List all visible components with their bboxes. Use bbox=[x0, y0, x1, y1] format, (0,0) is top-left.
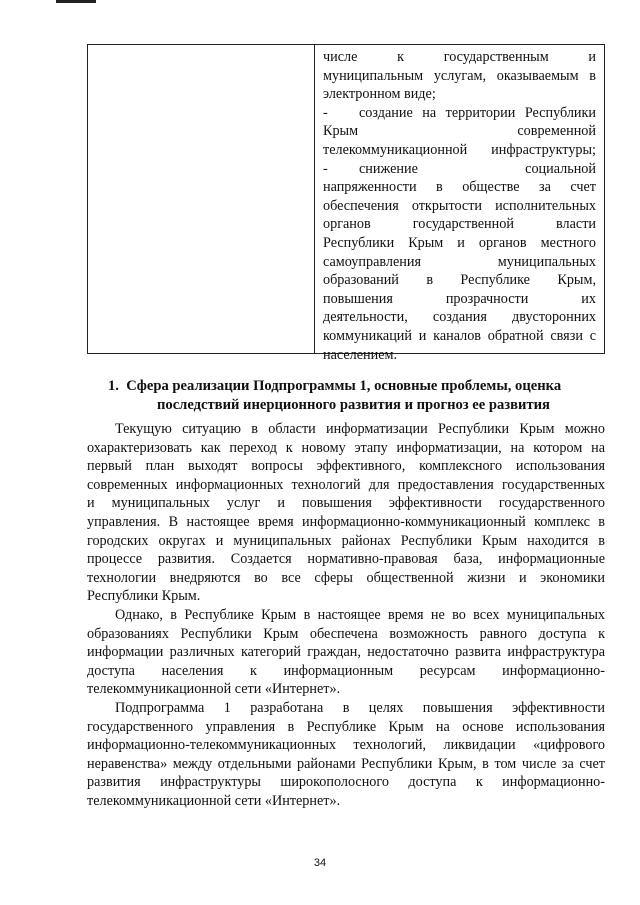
paragraph-line: образованиях Республики Крым обеспечена возможность равного доступа к bbox=[87, 625, 605, 642]
paragraph-line: Подпрограмма 1 разработана в целях повышения эффективности bbox=[115, 699, 605, 716]
paragraph-line: процессе развития. Создается нормативно-правовая база, информационные bbox=[87, 551, 605, 568]
paragraph-line: и муниципальных услуг и повышения эффективности государственного bbox=[87, 495, 605, 512]
paragraph bbox=[87, 420, 605, 606]
table-cell-line: Крым современной bbox=[323, 123, 596, 140]
table-cell-line: самоуправления муниципальных bbox=[323, 253, 596, 270]
paragraph-line: городских округах и муниципальных районах Республики Крым находится в bbox=[87, 532, 605, 549]
table-cell-line: населением. bbox=[323, 346, 398, 363]
paragraph-line: Текущую ситуацию в области информатизации Республики Крым можно bbox=[115, 421, 605, 437]
paragraph-line: Однако, в Республике Крым в настоящее время не во всех муниципальных bbox=[115, 606, 605, 623]
table-left-cell bbox=[88, 45, 315, 353]
paragraph-line: информационно-телекоммуникационных технологий, ликвидации «цифрового bbox=[87, 737, 605, 754]
paragraph-line: первый план выходят вопросы эффективного, комплексного использования bbox=[87, 458, 605, 475]
section-heading bbox=[108, 377, 606, 414]
table-cell-line: - снижение социальной bbox=[323, 160, 596, 177]
section-number: 1. bbox=[108, 378, 119, 394]
list-dash: - bbox=[323, 104, 328, 121]
section-title-line-2: последствий инерционного развития и прогноз ее развития bbox=[157, 396, 550, 413]
paragraph-line: телекоммуникационной сети «Интернет». bbox=[87, 792, 341, 809]
scan-edge-mark bbox=[56, 0, 96, 3]
body-text bbox=[87, 420, 605, 810]
table-cell-line: муниципальным услугам, оказываемым в bbox=[323, 67, 596, 84]
paragraph-line: информации различных категорий граждан, недостаточно развита инфраструктура bbox=[87, 644, 605, 661]
paragraph bbox=[87, 699, 605, 811]
table-right-cell bbox=[315, 45, 604, 363]
table-cell-line: коммуникаций и каналов обратной связи с bbox=[323, 327, 596, 344]
paragraph-line: неравенства» между отдельными районами Республики Крым, в том числе за счет bbox=[87, 755, 605, 772]
list-dash: - bbox=[323, 160, 328, 177]
table-cell-line: органов государственной власти bbox=[323, 216, 596, 233]
table-cell-line: числе к государственным и bbox=[323, 49, 596, 65]
paragraph bbox=[87, 606, 605, 699]
paragraph-line: государственного управления в Республике Крым на основе использования bbox=[87, 718, 605, 735]
paragraph-line: Республики Крым. bbox=[87, 588, 201, 605]
paragraph-line: современных информационных технологий для предоставления государственных bbox=[87, 476, 605, 493]
paragraph-line: развития инфраструктуры широкополосного доступа к информационно- bbox=[87, 774, 605, 791]
paragraph-line: технологии внедряются во все сферы общественной жизни и экономики bbox=[87, 569, 605, 586]
table-cell-line: деятельности, создания двусторонних bbox=[323, 309, 596, 326]
section-title-line-1: Сфера реализации Подпрограммы 1, основные проблемы, оценка bbox=[126, 378, 562, 394]
table-cell-line: телекоммуникационной инфраструктуры; bbox=[323, 141, 596, 158]
table-cell-line: образований в Республике Крым, bbox=[323, 272, 596, 289]
page-number: 34 bbox=[313, 857, 327, 869]
table-cell-line: - создание на территории Республики bbox=[323, 104, 596, 121]
table-cell-line: повышения прозрачности их bbox=[323, 290, 596, 307]
table-cell-line: Республики Крым и органов местного bbox=[323, 234, 596, 251]
measures-table bbox=[87, 44, 605, 363]
table-cell-line: электронном виде; bbox=[323, 86, 436, 103]
paragraph-line: телекоммуникационной сети «Интернет». bbox=[87, 681, 341, 698]
paragraph-line: охарактеризовать как переход к новому этапу информатизации, на котором на bbox=[87, 439, 605, 456]
paragraph-line: управления. В настоящее время информационно-коммуникационный комплекс в bbox=[87, 513, 605, 530]
table-cell-line: напряженности в обществе за счет bbox=[323, 179, 596, 196]
paragraph-line: доступа населения к информационным ресурсам информационно- bbox=[87, 662, 605, 679]
table-cell-line: обеспечения открытости исполнительных bbox=[323, 197, 596, 214]
